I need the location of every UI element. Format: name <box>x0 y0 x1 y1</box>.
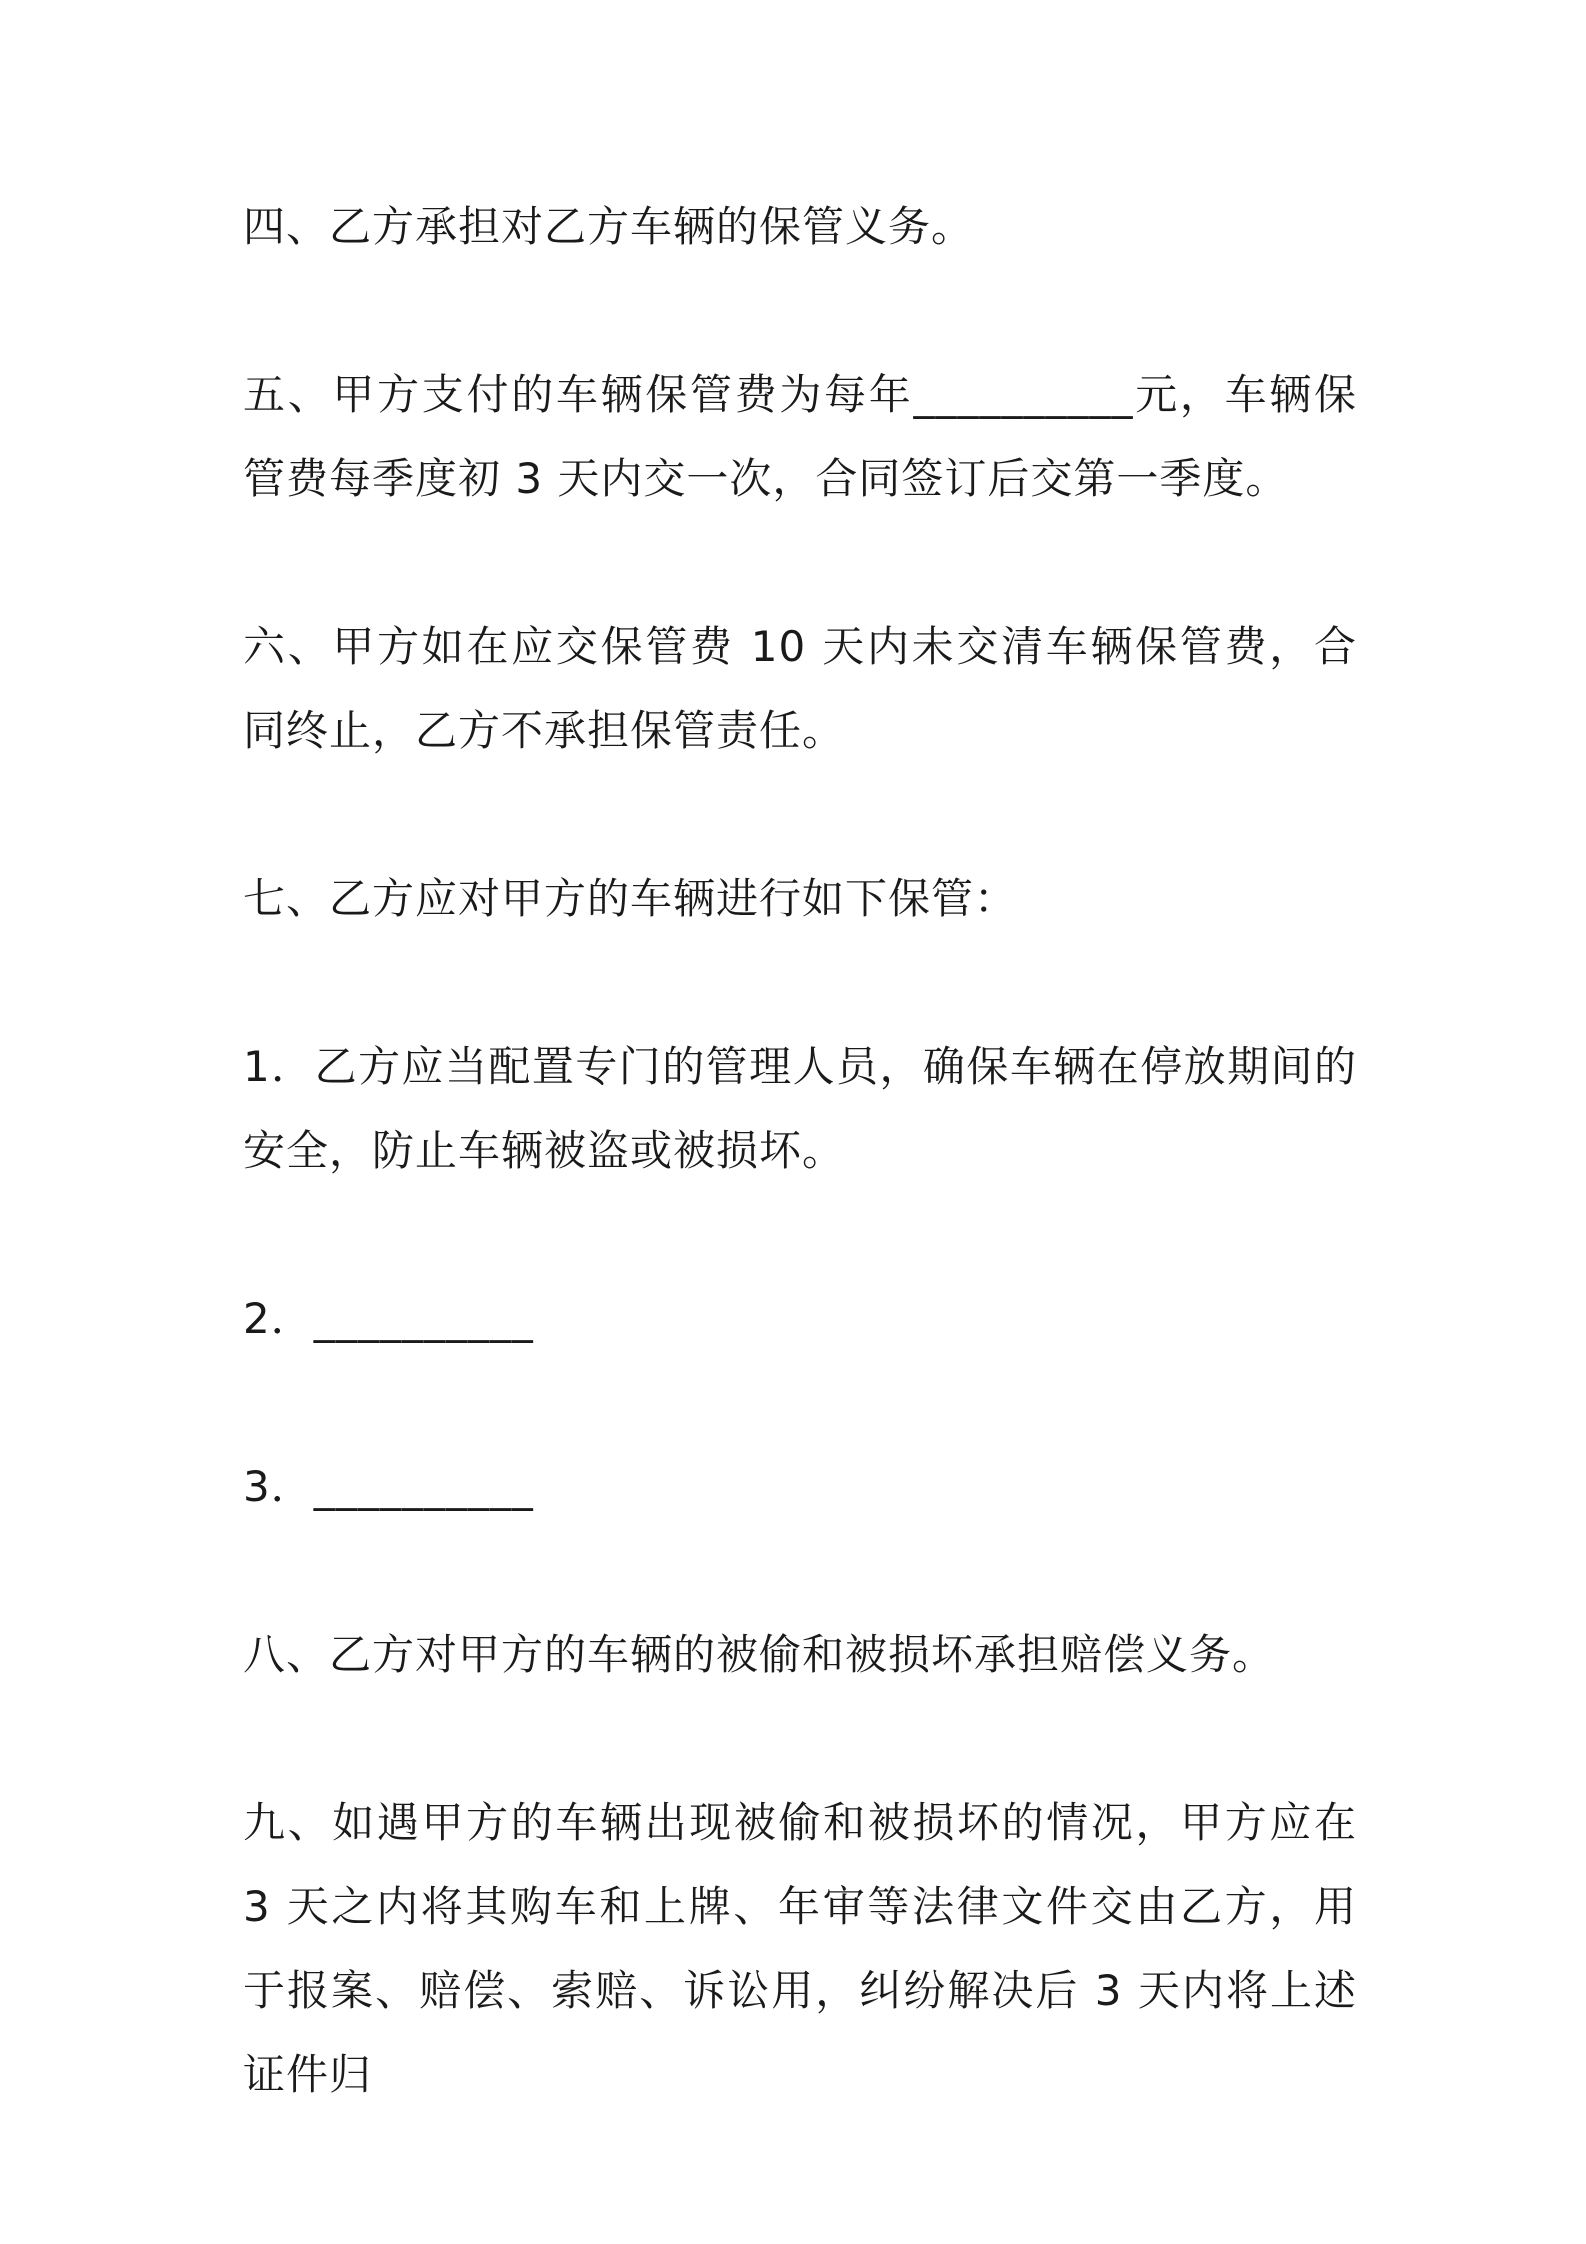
document-body <box>243 185 1372 2201</box>
clause-7-item-3: 3．__________ <box>243 1462 534 1511</box>
clause-4: 四、乙方承担对乙方车辆的保管义务。 <box>243 202 975 251</box>
clause-8: 八、乙方对甲方的车辆的被偷和被损坏承担赔偿义务。 <box>243 1630 1276 1679</box>
clause-5: 五、甲方支付的车辆保管费为每年__________元，车辆保管费每季度初 3 天内交一次，合同签订后交第一季度。 <box>243 370 1357 503</box>
clause-7-item-2: 2．__________ <box>243 1294 534 1343</box>
clause-9: 九、如遇甲方的车辆出现被偷和被损坏的情况，甲方应在 3 天之内将其购车和上牌、年审等法律文件交由乙方，用于报案、赔偿、索赔、诉讼用，纠纷解决后 3 天内将上述证件归 <box>243 1798 1372 2099</box>
clause-7-item-1: 1．乙方应当配置专门的管理人员，确保车辆在停放期间的安全，防止车辆被盗或被损坏。 <box>243 1042 1357 1175</box>
clause-6: 六、甲方如在应交保管费 10 天内未交清车辆保管费，合同终止，乙方不承担保管责任。 <box>243 622 1357 755</box>
clause-7: 七、乙方应对甲方的车辆进行如下保管： <box>243 874 1018 923</box>
